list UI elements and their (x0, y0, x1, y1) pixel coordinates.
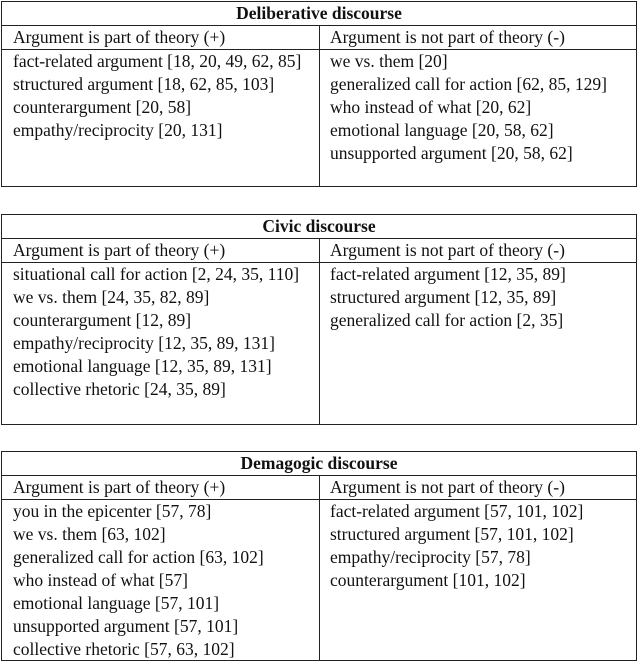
list-item: empathy/reciprocity [12, 35, 89, 131] (13, 333, 275, 353)
right-column-header: Argument is not part of theory (-) (330, 27, 565, 47)
right-column-header: Argument is not part of theory (-) (330, 477, 565, 497)
list-item: we vs. them [20] (330, 51, 448, 71)
right-column-header: Argument is not part of theory (-) (330, 240, 565, 260)
list-item: structured argument [12, 35, 89] (330, 287, 557, 307)
right-column (320, 263, 636, 425)
left-column (2, 500, 320, 661)
demagogic-discourse-table (1, 451, 637, 661)
list-item: emotional language [57, 101] (13, 593, 220, 613)
table-body (2, 500, 636, 661)
list-item: generalized call for action [63, 102] (13, 547, 264, 567)
left-column-header: Argument is part of theory (+) (2, 26, 320, 49)
list-item: unsupported argument [57, 101] (13, 616, 239, 636)
table-title: Civic discourse (2, 215, 636, 239)
list-item: who instead of what [57] (13, 570, 188, 590)
right-column (320, 50, 636, 187)
table-body (2, 263, 636, 425)
civic-discourse-table (1, 214, 637, 425)
table-body (2, 50, 636, 187)
list-item: unsupported argument [20, 58, 62] (330, 143, 573, 163)
left-column-header: Argument is part of theory (+) (2, 239, 320, 262)
list-item: empathy/reciprocity [57, 78] (330, 547, 531, 567)
list-item: fact-related argument [57, 101, 102] (330, 501, 584, 521)
table-header-row (2, 26, 636, 50)
list-item: counterargument [12, 89] (13, 310, 192, 330)
list-item: generalized call for action [2, 35] (330, 310, 564, 330)
list-item: counterargument [20, 58] (13, 97, 192, 117)
list-item: fact-related argument [18, 20, 49, 62, 85] (13, 51, 302, 71)
table-title: Demagogic discourse (2, 452, 636, 476)
list-item: situational call for action [2, 24, 35, 110] (13, 264, 300, 284)
list-item: emotional language [20, 58, 62] (330, 120, 554, 140)
table-title: Deliberative discourse (2, 2, 636, 26)
list-item: who instead of what [20, 62] (330, 97, 532, 117)
list-item: collective rhetoric [57, 63, 102] (13, 639, 235, 659)
list-item: fact-related argument [12, 35, 89] (330, 264, 566, 284)
table-header-row (2, 476, 636, 500)
list-item: structured argument [18, 62, 85, 103] (13, 74, 275, 94)
table-header-row (2, 239, 636, 263)
list-item: emotional language [12, 35, 89, 131] (13, 356, 272, 376)
list-item: structured argument [57, 101, 102] (330, 524, 574, 544)
left-column (2, 263, 320, 425)
list-item: counterargument [101, 102] (330, 570, 526, 590)
list-item: generalized call for action [62, 85, 129] (330, 74, 607, 94)
list-item: you in the epicenter [57, 78] (13, 501, 212, 521)
right-column (320, 500, 636, 661)
left-column-header: Argument is part of theory (+) (2, 476, 320, 499)
list-item: empathy/reciprocity [20, 131] (13, 120, 223, 140)
deliberative-discourse-table (1, 1, 637, 187)
list-item: collective rhetoric [24, 35, 89] (13, 379, 226, 399)
list-item: we vs. them [24, 35, 82, 89] (13, 287, 210, 307)
list-item: we vs. them [63, 102] (13, 524, 166, 544)
left-column (2, 50, 320, 187)
